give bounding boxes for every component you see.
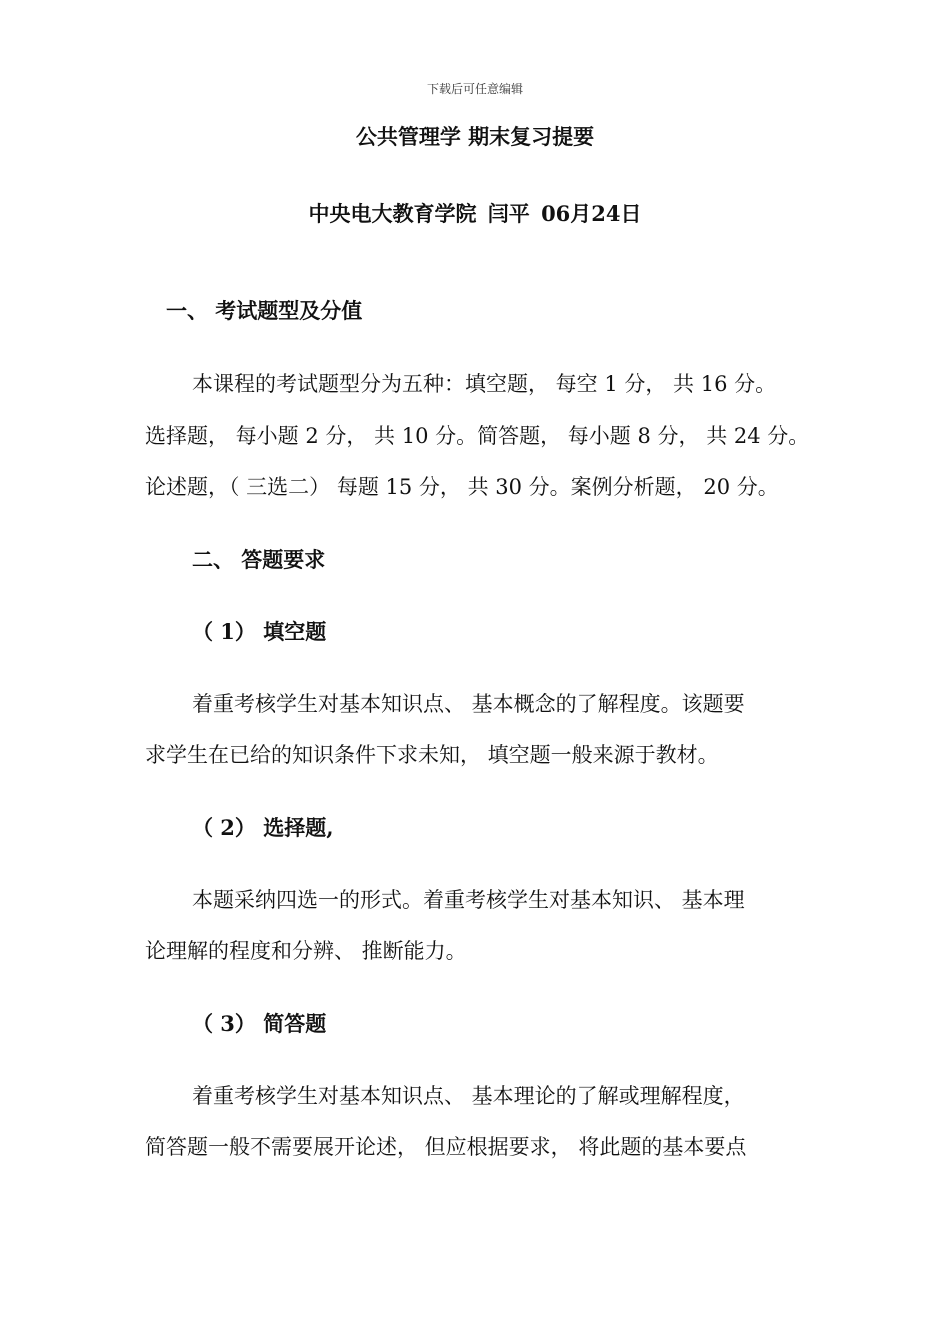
header-note: 下载后可任意编辑	[426, 82, 523, 96]
paragraph-line: 求学生在已给的知识条件下求未知， 填空题一般来源于教材。	[145, 743, 719, 767]
paragraph-line: 着重考核学生对基本知识点、 基本理论的了解或理解程度，	[192, 1084, 745, 1108]
paragraph-line: 简答题一般不需要展开论述， 但应根据要求， 将此题的基本要点	[145, 1135, 747, 1159]
subheading-multiple-choice: （ 2） 选择题,	[192, 815, 334, 840]
paragraph-line: 论述题，（ 三选二） 每题 15 分， 共 30 分。案例分析题， 20 分。	[145, 475, 779, 499]
paragraph-line: 选择题， 每小题 2 分， 共 10 分。简答题， 每小题 8 分， 共 24 分。	[145, 424, 810, 448]
paragraph-line: 本课程的考试题型分为五种：填空题， 每空 1 分， 共 16 分。	[192, 372, 777, 396]
section-heading-exam-types: 一、 考试题型及分值	[166, 298, 363, 323]
document-subtitle: 中央电大教育学院 闫平 06月24日	[308, 201, 642, 226]
section-heading-answer-requirements: 二、 答题要求	[192, 547, 326, 572]
document-title: 公共管理学 期末复习提要	[355, 124, 595, 149]
paragraph-line: 着重考核学生对基本知识点、 基本概念的了解程度。该题要	[192, 692, 745, 716]
paragraph-line: 本题采纳四选一的形式。着重考核学生对基本知识、 基本理	[192, 888, 745, 912]
subheading-fill-in-blank: （ 1） 填空题	[192, 619, 327, 644]
subheading-short-answer: （ 3） 简答题	[192, 1011, 327, 1036]
paragraph-line: 论理解的程度和分辨、 推断能力。	[145, 939, 467, 963]
